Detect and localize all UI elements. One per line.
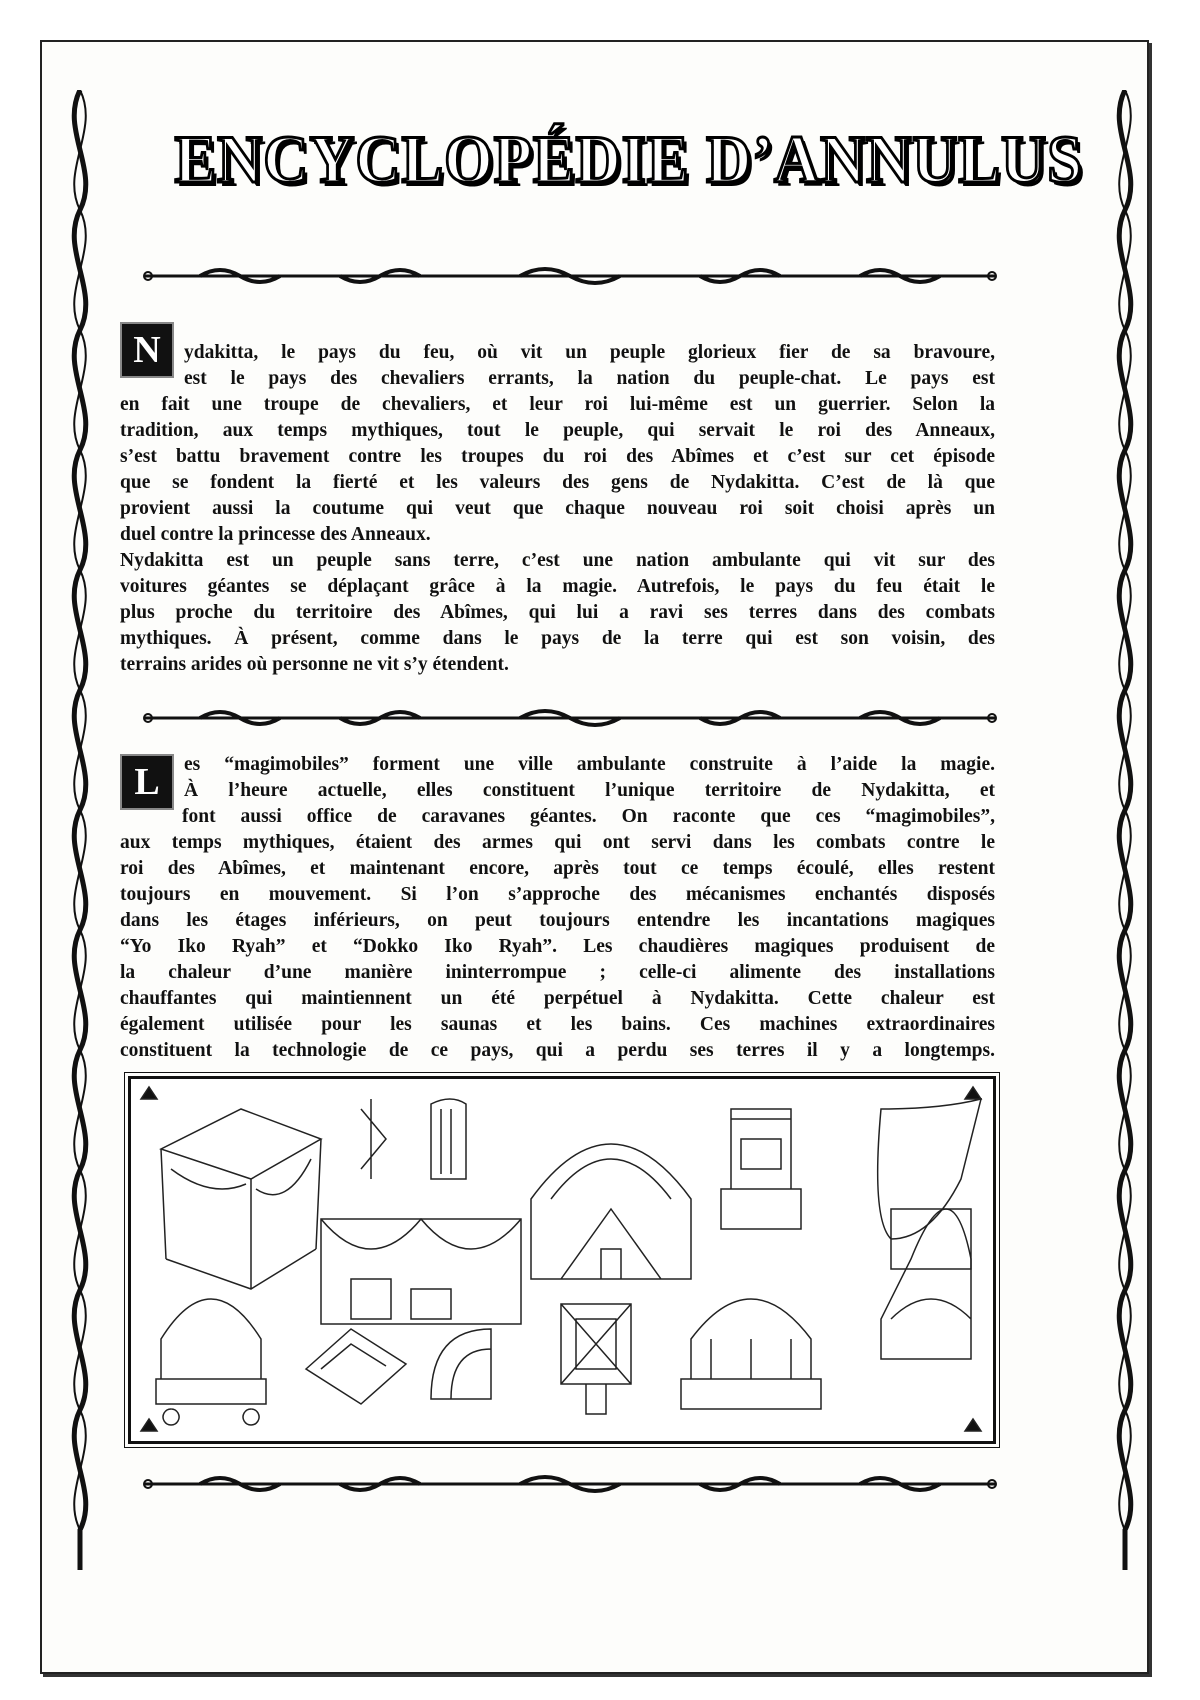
text-line: la chaleur d’une manière ininterrompue ; celle-ci alimente des installations: [120, 962, 995, 983]
text-line: À l’heure actuelle, elles constituent l’unique territoire de Nydakitta, et: [184, 780, 995, 801]
ornamental-vine-border-right: [1105, 90, 1145, 1570]
text-line: es “magimobiles” forment une ville ambulante construite à l’aide la magie.: [184, 754, 995, 775]
text-line: également utilisée pour les saunas et les bains. Ces machines extraordinaires: [120, 1014, 995, 1035]
text-line: dans les étages inférieurs, on peut toujours entendre les incantations magiques: [120, 910, 995, 931]
text-line: terrains arides où personne ne vit s’y étendent.: [120, 654, 509, 675]
text-line: est le pays des chevaliers errants, la nation du peuple-chat. Le pays est: [184, 368, 995, 389]
text-line: s’est battu bravement contre les troupes du roi des Abîmes et c’est sur cet épisode: [120, 446, 995, 467]
text-line: font aussi office de caravanes géantes. On raconte que ces “magimobiles”,: [182, 806, 995, 827]
text-line: que se fondent la fierté et les valeurs des gens de Nydakitta. C’est de là que: [120, 472, 995, 493]
ornamental-divider: [140, 1472, 1000, 1496]
text-line: duel contre la princesse des Anneaux.: [120, 524, 431, 545]
text-line: “Yo Iko Ryah” et “Dokko Iko Ryah”. Les chaudières magiques produisent de: [120, 936, 995, 957]
text-line: plus proche du territoire des Abîmes, qui lui a ravi ses terres dans des combats: [120, 602, 995, 623]
text-line: provient aussi la coutume qui veut que chaque nouveau roi soit choisi après un: [120, 498, 995, 519]
magimobile-sketches-illustration: [128, 1076, 996, 1444]
text-line: constituent la technologie de ce pays, qui a perdu ses terres il y a longtemps.: [120, 1040, 995, 1061]
text-line: aux temps mythiques, étaient des armes qui ont servi dans les combats contre le: [120, 832, 995, 853]
ornamental-divider: [140, 706, 1000, 730]
page-title: [135, 120, 1083, 210]
text-line: Nydakitta est un peuple sans terre, c’est une nation ambulante qui vit sur des: [120, 550, 995, 571]
text-line: mythiques. À présent, comme dans le pays de la terre qui est son voisin, des: [120, 628, 995, 649]
drop-cap-l: L: [120, 754, 174, 810]
text-line: ydakitta, le pays du feu, où vit un peuple glorieux fier de sa bravoure,: [184, 342, 995, 363]
text-line: roi des Abîmes, et maintenant encore, après tout ce temps écoulé, elles restent: [120, 858, 995, 879]
text-line: chauffantes qui maintiennent un été perpétuel à Nydakitta. Cette chaleur est: [120, 988, 995, 1009]
title-text: ENCYCLOPÉDIE D’ANNULUS: [174, 121, 1083, 197]
ornamental-divider: [140, 264, 1000, 288]
sketches-drawing: [131, 1079, 993, 1441]
text-line: voitures géantes se déplaçant grâce à la magie. Autrefois, le pays du feu était le: [120, 576, 995, 597]
ornamental-vine-border-left: [60, 90, 100, 1570]
text-line: en fait une troupe de chevaliers, et leur roi lui-même est un guerrier. Selon la: [120, 394, 995, 415]
section-1-text: [120, 340, 995, 678]
text-line: toujours en mouvement. Si l’on s’approche des mécanismes enchantés disposés: [120, 884, 995, 905]
section-2-text: [120, 752, 995, 1064]
text-line: tradition, aux temps mythiques, tout le peuple, qui servait le roi des Anneaux,: [120, 420, 995, 441]
drop-cap-n: N: [120, 322, 174, 378]
